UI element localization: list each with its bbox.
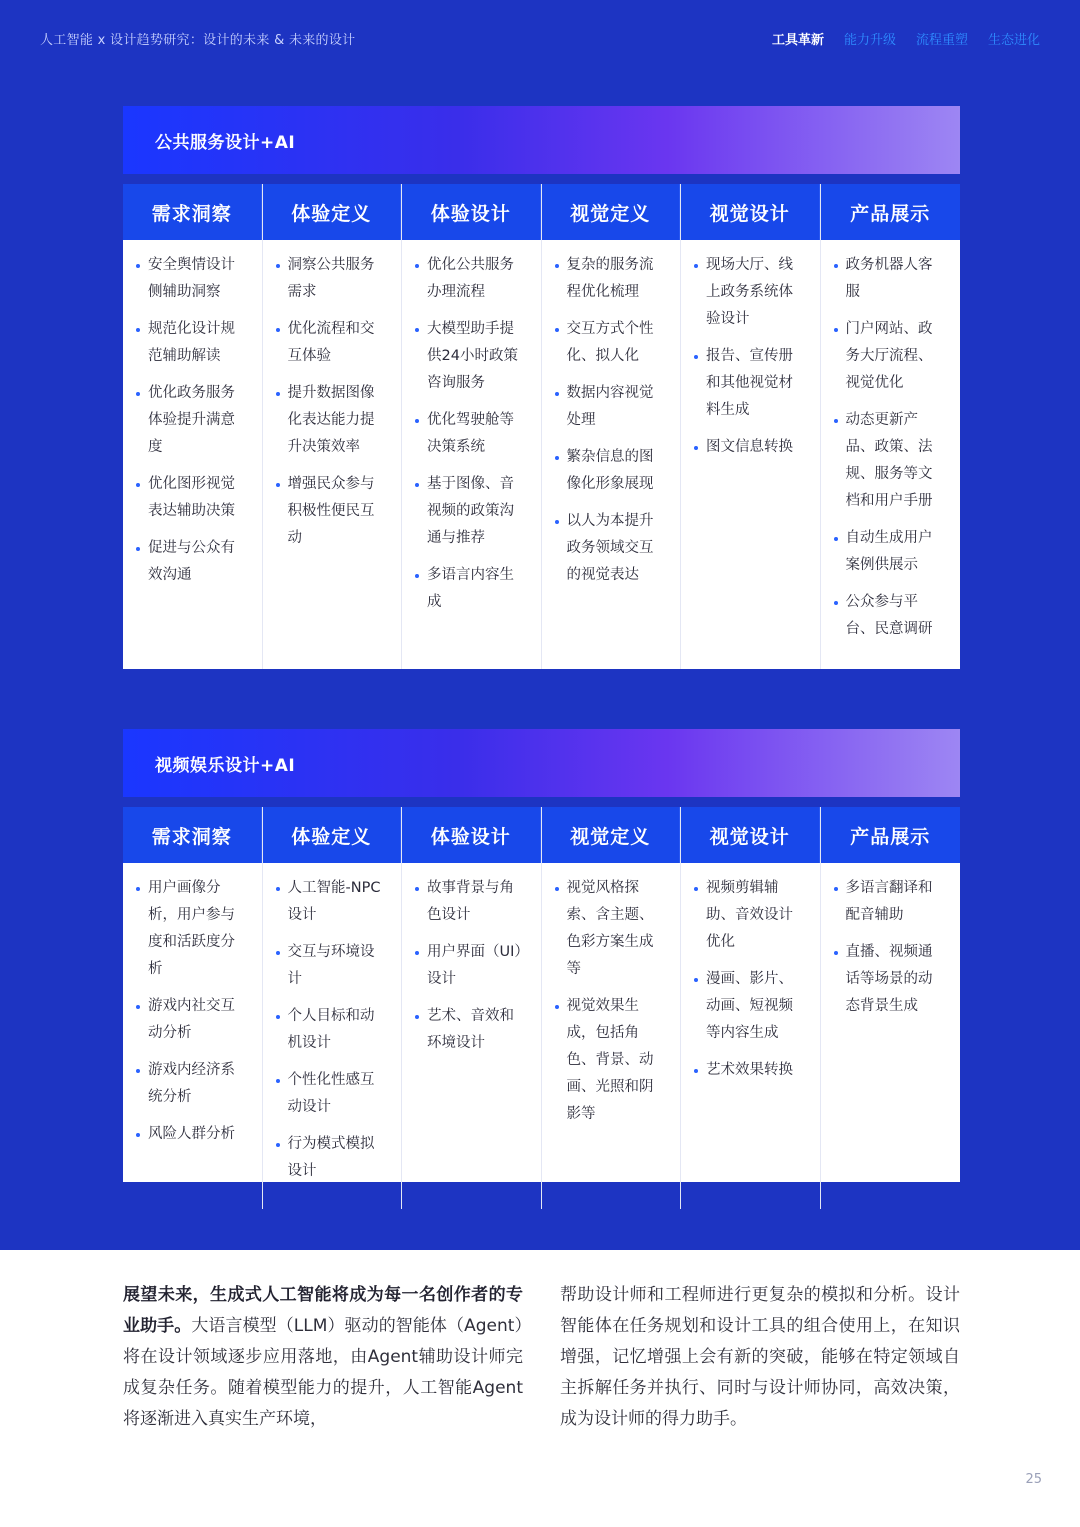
- nav-ecosystem-evolution[interactable]: 生态进化: [987, 33, 1040, 48]
- stage-column: [263, 807, 403, 1209]
- body-text-left: [123, 1280, 523, 1435]
- bullet-item: 繁杂信息的图像化形象展现: [554, 444, 667, 498]
- bullet-item: 交互方式个性化、拟人化: [554, 316, 667, 370]
- stage-column-header: 产品展示: [821, 807, 961, 863]
- bullet-item: 个性化性感互动设计: [275, 1067, 388, 1121]
- section-title: 视频娱乐设计+AI: [155, 755, 296, 776]
- stage-column: [681, 184, 821, 669]
- stage-column-header: 体验设计: [402, 807, 541, 863]
- bullet-item: 人工智能-NPC设计: [275, 875, 388, 929]
- bullet-item: 基于图像、音视频的政策沟通与推荐: [414, 471, 527, 552]
- bullet-item: 提升数据图像化表达能力提升决策效率: [275, 380, 388, 461]
- stage-table: [123, 807, 960, 1182]
- stage-column-body: [542, 240, 681, 613]
- bullet-item: 洞察公共服务需求: [275, 252, 388, 306]
- stage-column: [263, 184, 403, 669]
- stage-column-header: 产品展示: [821, 184, 961, 240]
- bullet-item: 多语言翻译和配音辅助: [833, 875, 947, 929]
- page-number: 25: [1025, 1472, 1042, 1487]
- bullet-item: 优化流程和交互体验: [275, 316, 388, 370]
- stage-column-body: [123, 240, 262, 613]
- bullet-item: 优化图形视觉表达辅助决策: [135, 471, 248, 525]
- nav-process-reshape[interactable]: 流程重塑: [915, 33, 968, 48]
- stage-column: [821, 184, 961, 669]
- stage-column-body: [542, 863, 681, 1152]
- body-text-left-bold: 展望未来，生成式人工智能将成为每一名创作者的专业助手。: [123, 1285, 523, 1336]
- bullet-item: 游戏内社交互动分析: [135, 993, 248, 1047]
- body-text-right: 帮助设计师和工程师进行更复杂的模拟和分析。设计智能体在任务规划和设计工具的组合使用上，在知识增强，记忆增强上会有新的突破，能够在特定领域自主拆解任务并执行、同时与设计师协同，高效决策，成为设计师的得力助手。: [560, 1285, 960, 1429]
- section-public-service: [123, 106, 960, 669]
- bullet-item: 优化驾驶舱等决策系统: [414, 407, 527, 461]
- bullet-item: 促进与公众有效沟通: [135, 535, 248, 589]
- nav-capability-upgrade[interactable]: 能力升级: [843, 33, 896, 48]
- stage-column-header: 体验定义: [263, 184, 402, 240]
- bullet-item: 视觉风格探索、含主题、色彩方案生成等: [554, 875, 667, 983]
- stage-column-body: [263, 863, 402, 1209]
- stage-column-header: 体验设计: [402, 184, 541, 240]
- bullet-item: 公众参与平台、民意调研: [833, 589, 947, 643]
- bullet-item: 直播、视频通话等场景的动态背景生成: [833, 939, 947, 1020]
- stage-column: [542, 184, 682, 669]
- bullet-item: 风险人群分析: [135, 1121, 248, 1148]
- bullet-item: 以人为本提升政务领域交互的视觉表达: [554, 508, 667, 589]
- stage-column-body: [681, 240, 820, 485]
- section-video-entertainment: [123, 729, 960, 1182]
- stage-column: [542, 807, 682, 1209]
- bullet-item: 行为模式模拟设计: [275, 1131, 388, 1185]
- stage-column-header: 视觉设计: [681, 184, 820, 240]
- stage-column-body: [402, 240, 541, 640]
- document-title: 人工智能 x 设计趋势研究：设计的未来 & 未来的设计: [40, 33, 356, 48]
- bullet-item: 艺术效果转换: [693, 1057, 806, 1084]
- stage-table: [123, 184, 960, 669]
- bullet-item: 安全舆情设计侧辅助洞察: [135, 252, 248, 306]
- bullet-item: 优化公共服务办理流程: [414, 252, 527, 306]
- stage-column: [123, 807, 263, 1209]
- stage-column: [123, 184, 263, 669]
- bullet-item: 漫画、影片、动画、短视频等内容生成: [693, 966, 806, 1047]
- bullet-item: 用户界面（UI）设计: [414, 939, 527, 993]
- stage-column: [402, 184, 542, 669]
- stage-column-header: 体验定义: [263, 807, 402, 863]
- bullet-item: 艺术、音效和环境设计: [414, 1003, 527, 1057]
- stage-column-header: 需求洞察: [123, 184, 262, 240]
- bullet-item: 复杂的服务流程优化梳理: [554, 252, 667, 306]
- section-title: 公共服务设计+AI: [155, 132, 296, 153]
- stage-column-body: [681, 863, 820, 1108]
- bullet-item: 动态更新产品、政策、法规、服务等文档和用户手册: [833, 407, 947, 515]
- body-text: [123, 1280, 960, 1435]
- nav-tool-innovation[interactable]: 工具革新: [771, 33, 824, 48]
- bullet-item: 现场大厅、线上政务系统体验设计: [693, 252, 806, 333]
- stage-column: [821, 807, 961, 1209]
- bullet-item: 图文信息转换: [693, 434, 806, 461]
- bullet-item: 增强民众参与积极性便民互动: [275, 471, 388, 552]
- stage-column: [681, 807, 821, 1209]
- bullet-item: 视觉效果生成，包括角色、背景、动画、光照和阴影等: [554, 993, 667, 1128]
- bullet-item: 自动生成用户案例供展示: [833, 525, 947, 579]
- top-bar: [0, 0, 1080, 80]
- bullet-item: 多语言内容生成: [414, 562, 527, 616]
- bullet-item: 优化政务服务体验提升满意度: [135, 380, 248, 461]
- bullet-item: 数据内容视觉处理: [554, 380, 667, 434]
- stage-column-body: [263, 240, 402, 576]
- stage-column-header: 需求洞察: [123, 807, 262, 863]
- stage-column-body: [821, 240, 961, 667]
- chapter-nav: [772, 29, 1040, 48]
- bullet-item: 交互与环境设计: [275, 939, 388, 993]
- stage-column-header: 视觉设计: [681, 807, 820, 863]
- section-header: [123, 729, 960, 797]
- stage-column-body: [402, 863, 541, 1081]
- bullet-item: 游戏内经济系统分析: [135, 1057, 248, 1111]
- stage-column-header: 视觉定义: [542, 184, 681, 240]
- bullet-item: 门户网站、政务大厅流程、视觉优化: [833, 316, 947, 397]
- bullet-item: 政务机器人客服: [833, 252, 947, 306]
- stage-column-body: [821, 863, 961, 1044]
- stage-column-header: 视觉定义: [542, 807, 681, 863]
- bullet-item: 报告、宣传册和其他视觉材料生成: [693, 343, 806, 424]
- body-text-left-rest: 大语言模型（LLM）驱动的智能体（Agent）将在设计领域逐步应用落地，由Agent辅助设计师完成复杂任务。随着模型能力的提升，人工智能Agent将逐渐进入真实生产环境，: [123, 1316, 523, 1429]
- bullet-item: 故事背景与角色设计: [414, 875, 527, 929]
- bullet-item: 个人目标和动机设计: [275, 1003, 388, 1057]
- bullet-item: 用户画像分析，用户参与度和活跃度分析: [135, 875, 248, 983]
- bullet-item: 规范化设计规范辅助解读: [135, 316, 248, 370]
- bullet-item: 大模型助手提供24小时政策咨询服务: [414, 316, 527, 397]
- stage-column-body: [123, 863, 262, 1172]
- bullet-item: 视频剪辑辅助、音效设计优化: [693, 875, 806, 956]
- section-header: [123, 106, 960, 174]
- stage-column: [402, 807, 542, 1209]
